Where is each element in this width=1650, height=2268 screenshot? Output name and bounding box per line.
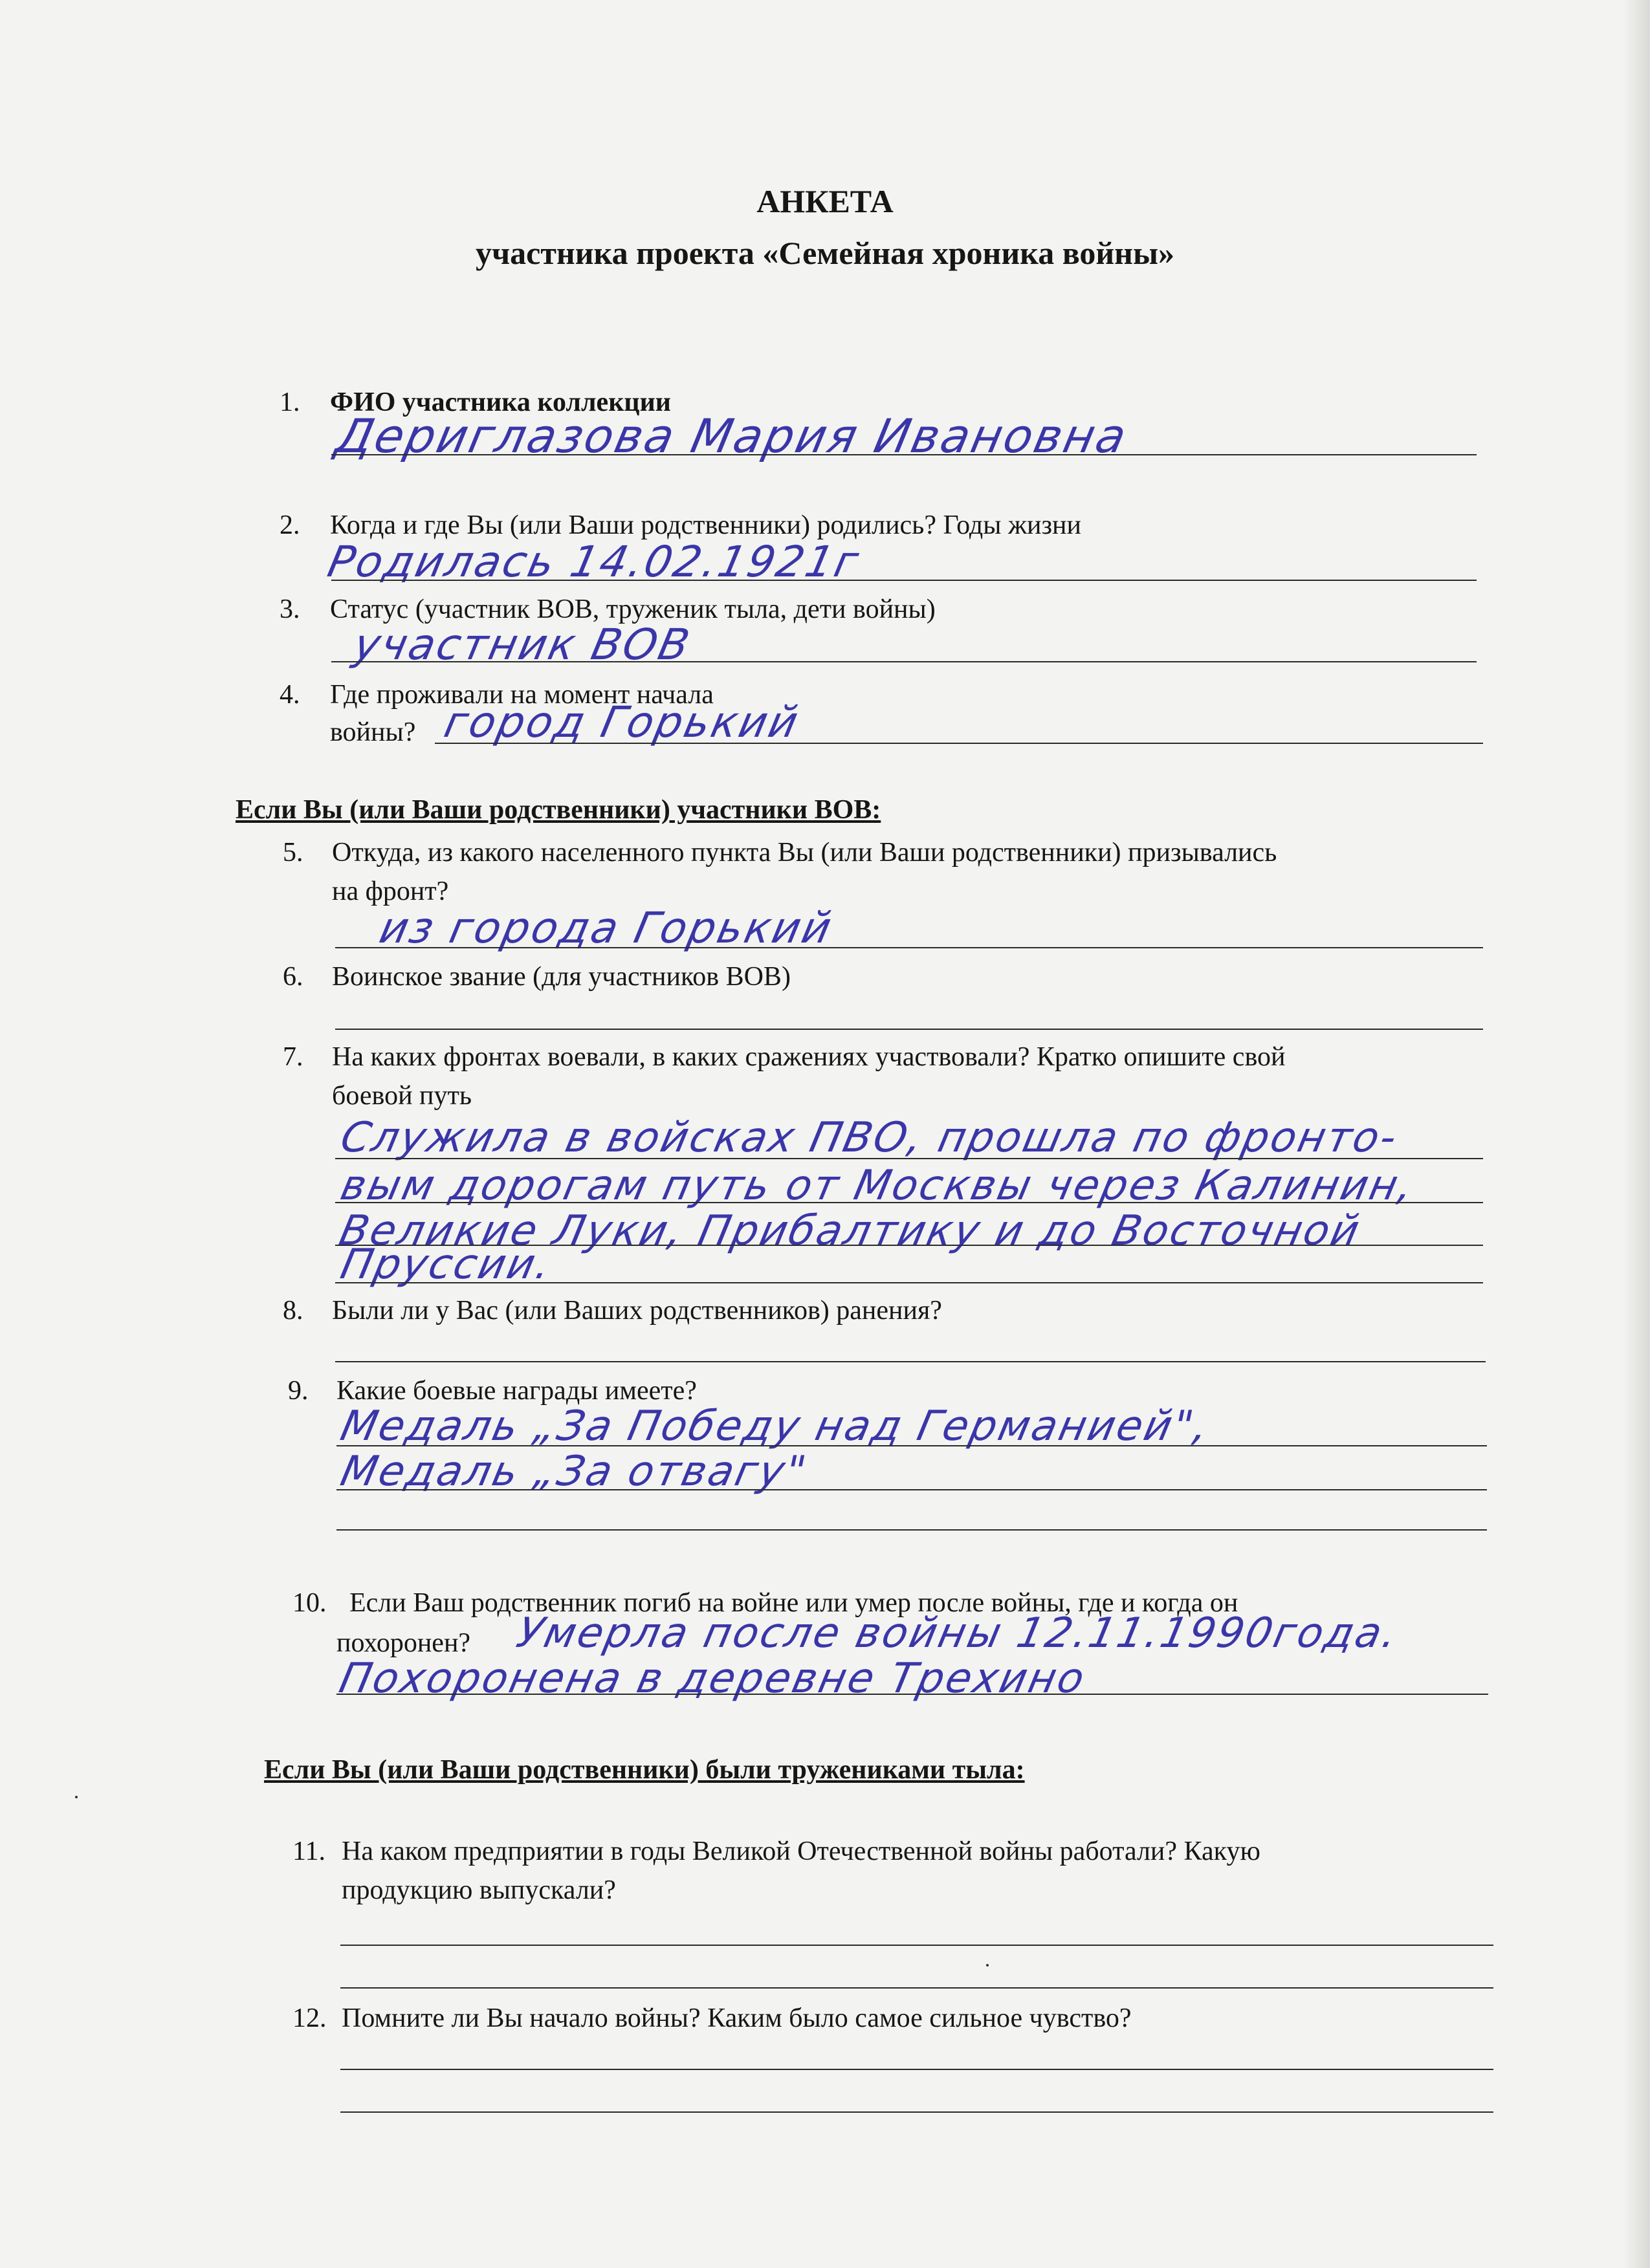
q7-text-line2: боевой путь (332, 1081, 472, 1111)
q9-answer-line2: Медаль „За отвагу" (336, 1448, 812, 1496)
q1-answer: Дериглазова Мария Ивановна (331, 409, 1133, 463)
q12-answer-rule1 (340, 2069, 1493, 2070)
q7-answer-line4: Пруссии. (336, 1241, 557, 1289)
q5-number: 5. (283, 838, 303, 867)
q10-answer-rule (336, 1694, 1488, 1695)
q11-number: 11. (292, 1837, 325, 1866)
q9-answer-line1: Медаль „За Победу над Германией", (336, 1402, 1215, 1450)
q7-answer-line3: Великие Луки, Прибалтику и до Восточной (335, 1207, 1365, 1255)
q7-answer-line1: Служила в войсках ПВО, прошла по фронто- (336, 1114, 1403, 1162)
q3-number: 3. (280, 594, 300, 624)
q1-answer-line (331, 454, 1477, 455)
q9-answer-rule1 (336, 1445, 1487, 1446)
q12-answer-rule2 (340, 2111, 1493, 2113)
q7-answer-rule4 (335, 1282, 1483, 1283)
q5-text-line2: на фронт? (332, 877, 449, 906)
q2-number: 2. (280, 510, 300, 540)
q10-text-line2: похоронен? (336, 1628, 471, 1658)
q6-text: Воинское звание (для участников ВОВ) (332, 962, 791, 992)
q8-answer-line (335, 1361, 1486, 1362)
q1-text: ФИО участника коллекции (330, 387, 671, 417)
q11-answer-rule1 (340, 1945, 1493, 1946)
q3-answer-line (331, 661, 1477, 662)
q12-text: Помните ли Вы начало войны? Каким было самое сильное чувство? (342, 2003, 1132, 2033)
q11-text-line1: На каком предприятии в годы Великой Отечественной войны работали? Какую (342, 1837, 1260, 1866)
q10-answer-line2: Похоронена в деревне Трехино (335, 1655, 1090, 1703)
q4-answer-line (435, 743, 1483, 744)
q5-text-line1: Откуда, из какого населенного пункта Вы (или Ваши родственники) призывались (332, 838, 1277, 867)
q5-answer-line (335, 947, 1483, 948)
q4-answer: город Горький (440, 697, 804, 747)
form-title: АНКЕТА (756, 183, 894, 219)
scan-speck-left (75, 1796, 78, 1798)
q9-answer-rule2 (336, 1489, 1487, 1490)
q8-number: 8. (283, 1296, 303, 1325)
q8-text: Были ли у Вас (или Ваших родственников) ранения? (332, 1296, 942, 1325)
q3-text: Статус (участник ВОВ, труженик тыла, дети войны) (330, 594, 936, 624)
q4-text-line2: войны? (330, 717, 416, 747)
section-veterans-heading: Если Вы (или Ваши родственники) участники ВОВ: (236, 795, 881, 825)
q1-number: 1. (280, 387, 300, 417)
q2-text: Когда и где Вы (или Ваши родственники) родились? Годы жизни (330, 510, 1081, 540)
page-edge-shadow (1623, 0, 1650, 2268)
section-home-front-heading: Если Вы (или Ваши родственники) были тружениками тыла: (264, 1755, 1025, 1785)
q7-number: 7. (283, 1042, 303, 1072)
q4-number: 4. (280, 680, 300, 710)
q6-answer-line (335, 1029, 1483, 1030)
q10-text-line1: Если Ваш родственник погиб на войне или умер после войны, где и когда он (349, 1588, 1238, 1618)
q5-answer: из города Горький (375, 903, 838, 953)
q2-answer-line (331, 580, 1477, 581)
q11-answer-rule2 (340, 1987, 1493, 1989)
q10-number: 10. (292, 1588, 327, 1618)
q9-number: 9. (288, 1376, 309, 1406)
q12-number: 12. (292, 2003, 327, 2033)
q4-text-line1: Где проживали на момент начала (330, 680, 714, 710)
q9-text: Какие боевые награды имеете? (336, 1376, 697, 1406)
q7-text-line1: На каких фронтах воевали, в каких сражениях участвовали? Кратко опишите свой (332, 1042, 1286, 1072)
q7-answer-rule2 (335, 1202, 1483, 1203)
q2-answer: Родилась 14.02.1921г (324, 537, 865, 587)
q3-answer: участник ВОВ (349, 620, 696, 670)
scan-speck (986, 1964, 989, 1967)
q9-answer-rule3 (336, 1529, 1487, 1531)
q11-text-line2: продукцию выпускали? (342, 1875, 616, 1905)
q6-number: 6. (283, 962, 303, 992)
form-subtitle: участника проекта «Семейная хроника войны» (475, 235, 1175, 271)
q10-answer-line1: Умерла после войны 12.11.1990года. (512, 1609, 1403, 1657)
q7-answer-rule1 (335, 1158, 1483, 1159)
q7-answer-line2: вым дорогам путь от Москвы через Калинин, (336, 1162, 1420, 1210)
